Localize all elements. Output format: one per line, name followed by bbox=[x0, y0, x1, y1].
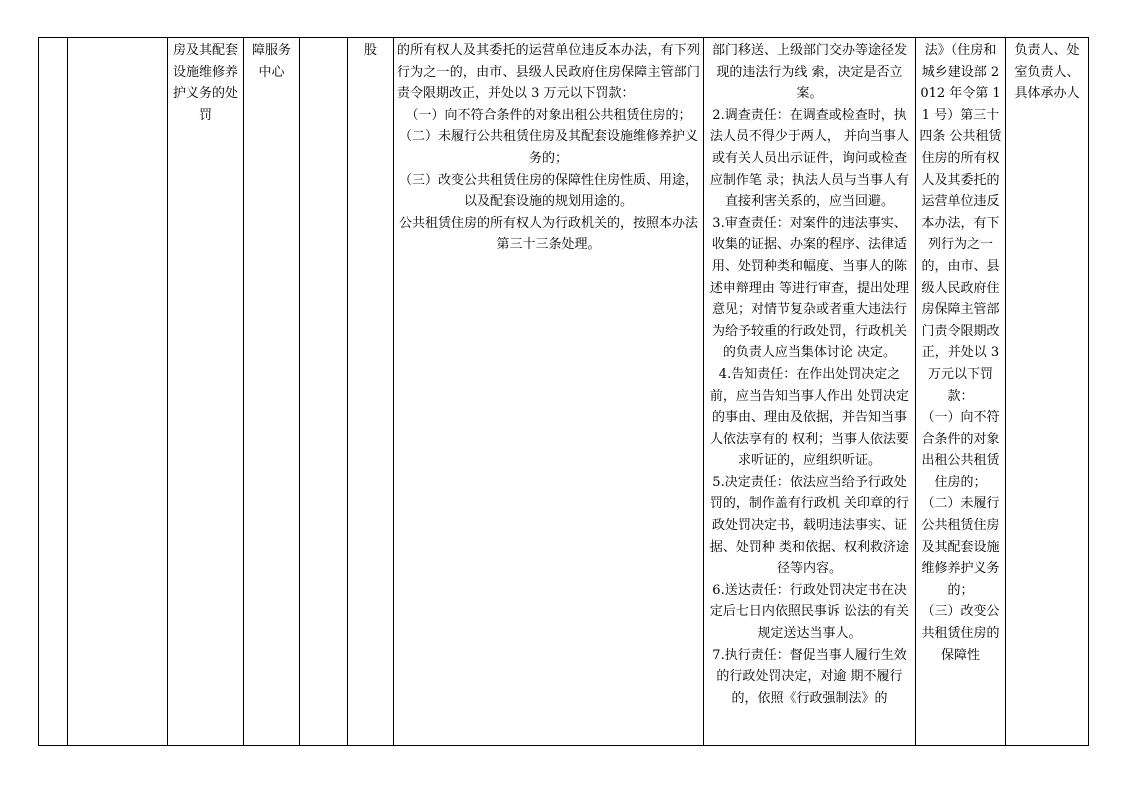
responsibility-paragraph: 4.告知责任：在作出处罚决定之前，应当告知当事人作出 处罚决定的事由、理由及依据，并告知当事人依法享有的 权利；当事人依法要求听证的，应组织听证。 bbox=[709, 366, 910, 469]
cell-col1 bbox=[39, 38, 68, 746]
cell-unit: 股 bbox=[348, 38, 394, 746]
basis-paragraph: （二）未履行公共租赁住房及其配套设施维修养护义务的； bbox=[398, 129, 698, 166]
responsibility-paragraph: 5.决定责任：依法应当给予行政处罚的，制作盖有行政机 关印章的行政处罚决定书，载明违法事实、证据、处罚种 类和依据、权利救济途径等内容。 bbox=[709, 474, 910, 577]
cell-item-name: 房及其配套设施维修养护义务的处罚 bbox=[168, 38, 244, 746]
legal-paragraph: （三）改变公共租赁住房的保障性 bbox=[921, 604, 1000, 663]
basis-paragraph: 的所有权人及其委托的运营单位违反本办法，有下列行为之一的，由市、县级人民政府住房保障主管部门责令限期改正，并处以 3 万元以下罚款： bbox=[397, 43, 700, 102]
cell-responsible-person: 负责人、处室负责人、具体承办人 bbox=[1006, 38, 1089, 746]
legal-paragraph: 法》（住房和城乡建设部 2012 年令第 11 号）第三十四条 公共租赁住房的所有权人及其委托的运营单位违反本办法，有下列行为之一的，由市、县级人民政府住房保障主管部门责令限期改正，并处以 3 万元以下罚款： bbox=[919, 43, 1002, 404]
cell-basis bbox=[394, 38, 704, 746]
responsibility-table bbox=[38, 37, 1089, 746]
legal-paragraph: （二）未履行公共租赁住房及其配套设施维修养护义务的； bbox=[921, 496, 1000, 598]
basis-paragraph: （三）改变公共租赁住房的保障性住房性质、用途，以及配套设施的规划用途的。 bbox=[398, 172, 698, 210]
table-row bbox=[39, 38, 1089, 746]
basis-paragraph: （一）向不符合条件的对象出租公共租赁住房的； bbox=[405, 107, 692, 123]
legal-paragraph: （一）向不符合条件的对象出租公共租赁住房的； bbox=[921, 410, 1000, 490]
cell-department: 障服务中心 bbox=[244, 38, 300, 746]
basis-paragraph: 公共租赁住房的所有权人为行政机关的，按照本办法第三十三条处理。 bbox=[398, 215, 698, 253]
cell-responsibilities bbox=[704, 38, 916, 746]
responsibility-paragraph: 6.送达责任：行政处罚决定书在决定后七日内依照民事诉 讼法的有关规定送达当事人。 bbox=[709, 582, 910, 642]
responsibility-paragraph: 部门移送、上级部门交办等途径发现的违法行为线 索，决定是否立案。 bbox=[711, 43, 907, 102]
cell-col2 bbox=[68, 38, 168, 746]
responsibility-paragraph: 7.执行责任：督促当事人履行生效的行政处罚决定，对逾 期不履行的，依照《行政强制法》的 bbox=[712, 647, 907, 706]
responsibility-paragraph: 2.调查责任：在调查或检查时，执法人员不得少于两人， 并向当事人或有关人员出示证件，询问或检查应制作笔 录；执法人员与当事人有直接利害关系的，应当回避。 bbox=[709, 107, 910, 210]
cell-col5 bbox=[300, 38, 348, 746]
responsibility-paragraph: 3.审查责任：对案件的违法事实、收集的证据、办案的程序、法律适用、处罚种类和幅度、当事人的陈述申辩理由 等进行审查，提出处理意见；对情节复杂或者重大违法行 为给予较重的行政处罚，行政机关的负责人应当集体讨论 决定。 bbox=[709, 215, 910, 361]
cell-legal-basis bbox=[916, 38, 1006, 746]
